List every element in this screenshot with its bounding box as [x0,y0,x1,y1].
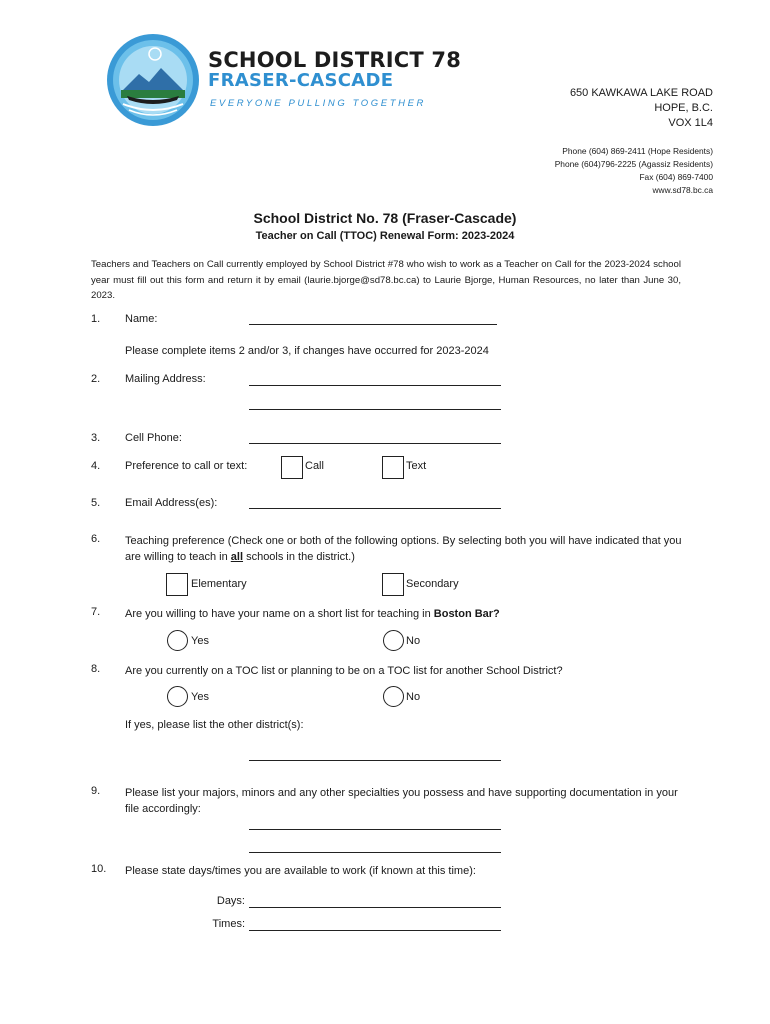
q7-yes-label: Yes [191,635,209,647]
q8-yes-radio[interactable] [167,686,188,707]
boston-bar-emphasis: Boston Bar? [433,608,500,620]
times-label: Times: [212,918,245,930]
mailing-address-line-1[interactable] [249,385,501,386]
days-label: Days: [216,895,245,907]
text-checkbox[interactable] [382,456,404,479]
district-logo [105,30,201,130]
emphasis-all: all [230,551,244,563]
item-number-8: 8. [91,663,101,675]
address-line-3: VOX 1L4 [668,117,713,129]
question-7: Are you willing to have your name on a short list for teaching in Boston Bar? [125,608,500,620]
q7-yes-radio[interactable] [167,630,188,651]
item-number-7: 7. [91,606,101,618]
org-subtitle: FRASER-CASCADE [208,70,394,91]
item-number-6: 6. [91,533,101,545]
mailing-address-line-2[interactable] [249,409,501,410]
website: www.sd78.bc.ca [652,185,713,195]
text-option-label: Text [406,460,427,472]
email-input-line[interactable] [249,508,501,509]
form-subtitle: Teacher on Call (TTOC) Renewal Form: 2023-2024 [255,230,515,242]
instruction-text: Please complete items 2 and/or 3, if changes have occurred for 2023-2024 [125,345,489,357]
name-input-line[interactable] [249,324,497,325]
name-label: Name: [125,313,158,325]
form-title: School District No. 78 (Fraser-Cascade) [253,210,517,226]
item-number-9: 9. [91,785,101,797]
other-district-input-line[interactable] [249,760,501,761]
q8-followup: If yes, please list the other district(s): [125,719,304,731]
mailing-address-label: Mailing Address: [125,373,206,385]
item-number-2: 2. [91,373,101,385]
item-number-4: 4. [91,460,101,472]
org-motto: EVERYONE PULLING TOGETHER [210,98,426,109]
item-number-5: 5. [91,497,101,509]
secondary-checkbox[interactable] [382,573,404,596]
phone-agassiz: Phone (604)796-2225 (Agassiz Residents) [554,159,713,169]
call-option-label: Call [305,460,324,472]
phone-hope: Phone (604) 869-2411 (Hope Residents) [562,146,713,156]
specialties-line-1[interactable] [249,829,501,830]
address-line-2: HOPE, B.C. [654,102,713,114]
cell-phone-label: Cell Phone: [125,432,182,444]
question-9: Please list your majors, minors and any other specialties you possess and have supporting documentation in your file accordingly: [125,787,678,815]
item-number-3: 3. [91,432,101,444]
elementary-checkbox[interactable] [166,573,188,596]
fax: Fax (604) 869-7400 [639,172,713,182]
elementary-option-label: Elementary [191,578,247,590]
secondary-option-label: Secondary [406,578,459,590]
days-input-line[interactable] [249,907,501,908]
q7-no-radio[interactable] [383,630,404,651]
q7-no-label: No [406,635,421,647]
item-number-10: 10. [91,863,107,875]
cell-phone-input-line[interactable] [249,443,501,444]
q8-no-label: No [406,691,421,703]
teaching-preference-text: Teaching preference (Check one or both of the following options. By selecting both you will have indicated that you are willing to teach in all schools in the district.) [125,535,682,563]
item-number-1: 1. [91,313,101,325]
email-label: Email Address(es): [125,497,218,509]
q8-yes-label: Yes [191,691,209,703]
intro-paragraph: Teachers and Teachers on Call currently employed by School District #78 who wish to work as a Teacher on Call for the 2023-2024 school year must fill out this form and return it by email (laurie.bjorge@sd78.bc.ca) to Laurie Bjorge, Human Resources, no later than June 30, 2023. [91,259,681,301]
times-input-line[interactable] [249,930,501,931]
preference-label: Preference to call or text: [125,460,248,472]
call-checkbox[interactable] [281,456,303,479]
question-10: Please state days/times you are available to work (if known at this time): [125,865,476,877]
q8-no-radio[interactable] [383,686,404,707]
address-line-1: 650 KAWKAWA LAKE ROAD [569,87,713,99]
question-8: Are you currently on a TOC list or planning to be on a TOC list for another School District? [125,665,563,677]
org-name: SCHOOL DISTRICT 78 [208,48,462,72]
specialties-line-2[interactable] [249,852,501,853]
